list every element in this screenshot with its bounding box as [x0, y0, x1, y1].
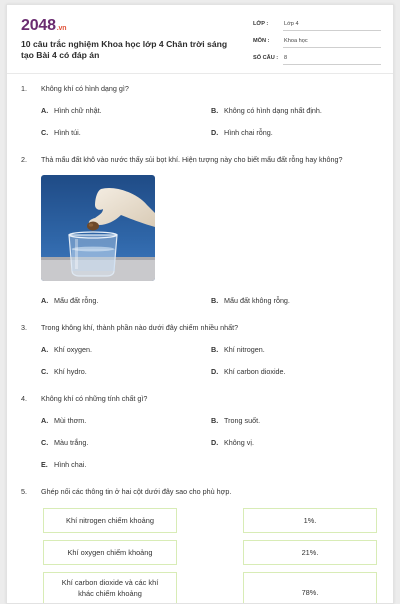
option-text: Khí oxygen. — [54, 345, 92, 354]
meta-row-subject — [253, 36, 383, 51]
question-number: 4. — [21, 394, 27, 403]
option-text: Hình chai. — [54, 460, 87, 469]
option-letter: D. — [211, 128, 219, 137]
q3-option-b[interactable] — [211, 345, 265, 354]
option-letter: E. — [41, 460, 48, 469]
meta-panel — [253, 19, 383, 70]
match-text: 78%. — [301, 587, 319, 597]
meta-row-count — [253, 53, 383, 68]
q1-option-c[interactable] — [41, 128, 81, 137]
option-text: Mùi thơm. — [54, 416, 87, 425]
q4-option-a[interactable] — [41, 416, 86, 425]
q4-option-c[interactable] — [41, 438, 88, 447]
option-text: Hình chữ nhật. — [54, 106, 102, 115]
q1-option-b[interactable] — [211, 106, 322, 115]
option-text: Mẩu đất không rỗng. — [224, 296, 290, 305]
meta-label: SỐ CÂU : — [253, 55, 279, 61]
option-letter: B. — [211, 106, 219, 115]
option-letter: C. — [41, 438, 49, 447]
meta-value: Lớp 4 — [283, 20, 381, 31]
option-letter: A. — [41, 296, 49, 305]
option-letter: C. — [41, 367, 49, 376]
question-prompt: Không khí có hình dạng gì? — [41, 84, 129, 93]
meta-label: MÔN : — [253, 38, 270, 44]
q2-option-b[interactable] — [211, 296, 290, 305]
q2-option-a[interactable] — [41, 296, 98, 305]
header-divider — [7, 73, 394, 74]
q3-option-d[interactable] — [211, 367, 286, 376]
meta-value: 8 — [283, 54, 381, 65]
question-5-text — [21, 487, 231, 496]
question-1-text — [21, 84, 129, 93]
question-number: 1. — [21, 84, 27, 93]
option-text: Trong suốt. — [224, 416, 261, 425]
q3-option-c[interactable] — [41, 367, 87, 376]
option-text: Hình chai rỗng. — [224, 128, 273, 137]
match-left-item-3[interactable] — [43, 572, 177, 604]
match-text: Khí oxygen chiếm khoảng — [67, 548, 153, 557]
option-text: Khí carbon dioxide. — [224, 367, 286, 376]
question-prompt: Thả mẩu đất khô vào nước thấy sủi bọt khí. Hiện tượng này cho biết mẩu đất rỗng hay không? — [41, 155, 343, 164]
match-right-item-1[interactable] — [243, 508, 377, 533]
option-letter: D. — [211, 367, 219, 376]
option-letter: B. — [211, 345, 219, 354]
question-number: 5. — [21, 487, 27, 496]
site-logo[interactable] — [21, 17, 66, 35]
match-left-item-2[interactable] — [43, 540, 177, 565]
logo-suffix: .vn — [56, 25, 67, 32]
option-letter: A. — [41, 345, 49, 354]
q3-option-a[interactable] — [41, 345, 92, 354]
match-text: Khí carbon dioxide và các khí khác chiếm khoảng — [61, 578, 159, 598]
meta-row-grade — [253, 19, 383, 34]
option-letter: A. — [41, 416, 49, 425]
logo-text: 2048 — [21, 17, 56, 34]
option-text: Không có hình dạng nhất định. — [224, 106, 322, 115]
worksheet-header — [7, 5, 394, 71]
question-2-text — [21, 155, 343, 164]
question-3-text — [21, 323, 238, 332]
match-text: 21%. — [301, 548, 319, 557]
option-text: Khí nitrogen. — [224, 345, 265, 354]
q4-option-b[interactable] — [211, 416, 260, 425]
question-number: 3. — [21, 323, 27, 332]
worksheet-title: 10 câu trắc nghiệm Khoa học lớp 4 Chân trời sáng tạo Bài 4 có đáp án — [21, 39, 228, 60]
question-4-text — [21, 394, 147, 403]
option-text: Hình túi. — [54, 128, 81, 137]
option-letter: B. — [211, 296, 219, 305]
option-letter: A. — [41, 106, 49, 115]
photo-illustration — [41, 175, 155, 281]
question-prompt: Trong không khí, thành phần nào dưới đây chiếm nhiều nhất? — [41, 323, 239, 332]
option-letter: D. — [211, 438, 219, 447]
question-prompt: Không khí có những tính chất gì? — [41, 394, 148, 403]
option-letter: C. — [41, 128, 49, 137]
option-text: Mẩu đất rỗng. — [54, 296, 99, 305]
question-number: 2. — [21, 155, 27, 164]
meta-value: Khoa học — [283, 37, 381, 48]
option-text: Không vị. — [224, 438, 254, 447]
option-letter: B. — [211, 416, 219, 425]
option-text: Màu trắng. — [54, 438, 89, 447]
meta-label: LỚP : — [253, 21, 269, 27]
q1-option-d[interactable] — [211, 128, 273, 137]
question-prompt: Ghép nối các thông tin ở hai cột dưới đây sao cho phù hợp. — [41, 487, 232, 496]
match-text: 1%. — [303, 516, 317, 525]
q4-option-e[interactable] — [41, 460, 86, 469]
match-text: Khí nitrogen chiếm khoảng — [66, 516, 154, 525]
soil-in-water-photo — [41, 175, 155, 281]
match-right-item-3[interactable] — [243, 572, 377, 604]
option-text: Khí hydro. — [54, 367, 87, 376]
q1-option-a[interactable] — [41, 106, 102, 115]
match-right-item-2[interactable] — [243, 540, 377, 565]
match-left-item-1[interactable] — [43, 508, 177, 533]
worksheet-page — [6, 4, 394, 604]
q4-option-d[interactable] — [211, 438, 254, 447]
